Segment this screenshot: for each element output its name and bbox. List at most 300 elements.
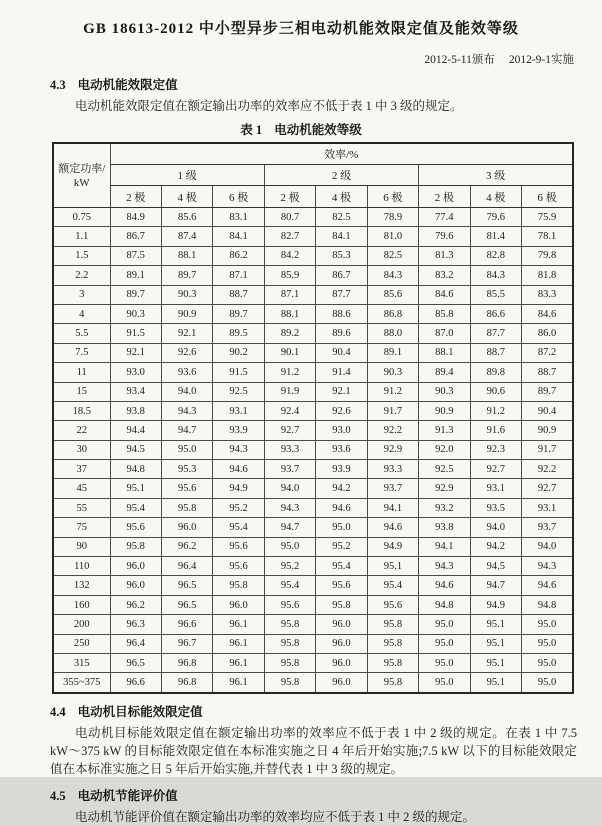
table-row	[53, 460, 573, 479]
efficiency-cell: 88.7	[470, 343, 521, 362]
efficiency-cell: 96.0	[110, 576, 161, 595]
efficiency-cell: 93.0	[110, 363, 161, 382]
efficiency-cell: 90.6	[470, 382, 521, 401]
power-cell: 3	[53, 285, 110, 304]
power-cell: 355~375	[53, 673, 110, 693]
table-caption	[0, 120, 602, 138]
efficiency-cell: 94.1	[367, 498, 418, 517]
efficiency-cell: 89.8	[470, 363, 521, 382]
table-row	[53, 595, 573, 614]
efficiency-cell: 84.3	[470, 266, 521, 285]
efficiency-cell: 94.6	[367, 518, 418, 537]
efficiency-cell: 89.7	[522, 382, 574, 401]
efficiency-cell: 87.5	[110, 246, 161, 265]
efficiency-cell: 82.5	[316, 208, 367, 227]
efficiency-cell: 91.5	[213, 363, 264, 382]
efficiency-cell: 94.9	[470, 595, 521, 614]
pole-header: 6 极	[522, 186, 574, 208]
efficiency-cell: 93.7	[264, 460, 315, 479]
efficiency-cell: 90.2	[213, 343, 264, 362]
efficiency-cell: 96.0	[110, 557, 161, 576]
efficiency-cell: 90.3	[367, 363, 418, 382]
efficiency-cell: 92.5	[213, 382, 264, 401]
efficiency-cell: 89.7	[213, 304, 264, 323]
efficiency-cell: 84.1	[213, 227, 264, 246]
efficiency-cell: 84.6	[522, 304, 574, 323]
efficiency-cell: 96.0	[316, 615, 367, 634]
table-row	[53, 518, 573, 537]
efficiency-cell: 85.9	[264, 266, 315, 285]
efficiency-cell: 93.9	[316, 460, 367, 479]
efficiency-cell: 96.2	[161, 537, 212, 556]
efficiency-cell: 84.3	[367, 266, 418, 285]
efficiency-cell: 96.2	[110, 595, 161, 614]
efficiency-cell: 95.0	[522, 615, 574, 634]
efficiency-cell: 89.1	[110, 266, 161, 285]
efficiency-cell: 88.1	[419, 343, 470, 362]
efficiency-cell: 94.8	[522, 595, 574, 614]
page-title: GB 18613-2012 中小型异步三相电动机能效限定值及能效等级	[83, 21, 519, 37]
efficiency-cell: 90.3	[161, 285, 212, 304]
table-header-row-poles	[53, 186, 573, 208]
efficiency-cell: 79.6	[470, 208, 521, 227]
efficiency-cell: 95.0	[522, 634, 574, 653]
efficiency-cell: 93.1	[470, 479, 521, 498]
power-cell: 250	[53, 634, 110, 653]
section-4-4-heading	[50, 702, 576, 720]
efficiency-cell: 94.0	[522, 537, 574, 556]
power-cell: 22	[53, 421, 110, 440]
efficiency-cell: 88.0	[367, 324, 418, 343]
efficiency-cell: 83.2	[419, 266, 470, 285]
power-cell: 37	[53, 460, 110, 479]
efficiency-cell: 94.3	[419, 557, 470, 576]
efficiency-cell: 95.4	[367, 576, 418, 595]
table-row	[53, 557, 573, 576]
efficiency-cell: 92.1	[316, 382, 367, 401]
efficiency-cell: 94.7	[161, 421, 212, 440]
efficiency-cell: 77.4	[419, 208, 470, 227]
efficiency-cell: 93.4	[110, 382, 161, 401]
efficiency-cell: 92.4	[264, 401, 315, 420]
efficiency-cell: 96.0	[161, 518, 212, 537]
efficiency-cell: 93.3	[264, 440, 315, 459]
efficiency-cell: 86.7	[110, 227, 161, 246]
efficiency-cell: 95.8	[367, 653, 418, 672]
efficiency-cell: 84.6	[419, 285, 470, 304]
power-cell: 110	[53, 557, 110, 576]
section-title: 电动机目标能效限定值	[77, 704, 203, 719]
efficiency-cell: 93.6	[316, 440, 367, 459]
efficiency-cell: 94.0	[470, 518, 521, 537]
efficiency-cell: 93.5	[470, 498, 521, 517]
efficiency-cell: 79.8	[522, 246, 574, 265]
power-header-unit: kW	[73, 176, 90, 189]
efficiency-cell: 95.0	[419, 673, 470, 693]
efficiency-cell: 95.8	[367, 673, 418, 693]
pole-header: 4 极	[161, 186, 212, 208]
efficiency-cell: 93.7	[522, 518, 574, 537]
efficiency-header: 效率/%	[110, 143, 573, 165]
efficiency-cell: 94.7	[264, 518, 315, 537]
efficiency-cell: 95.0	[419, 615, 470, 634]
efficiency-cell: 92.6	[161, 343, 212, 362]
table-row	[53, 266, 573, 285]
grade-header: 1 级	[110, 165, 264, 186]
efficiency-cell: 95.0	[419, 653, 470, 672]
efficiency-cell: 94.8	[110, 460, 161, 479]
grade-header: 2 级	[264, 165, 418, 186]
efficiency-cell: 91.9	[264, 382, 315, 401]
table-row	[53, 208, 573, 227]
efficiency-cell: 79.6	[419, 227, 470, 246]
efficiency-cell: 95.0	[522, 673, 574, 693]
efficiency-cell: 78.9	[367, 208, 418, 227]
efficiency-cell: 81.0	[367, 227, 418, 246]
efficiency-cell: 85.3	[316, 246, 367, 265]
efficiency-cell: 91.6	[470, 421, 521, 440]
power-cell: 2.2	[53, 266, 110, 285]
efficiency-cell: 92.6	[316, 401, 367, 420]
efficiency-cell: 86.8	[367, 304, 418, 323]
efficiency-cell: 89.7	[110, 285, 161, 304]
efficiency-cell: 91.3	[419, 421, 470, 440]
efficiency-cell: 95.8	[213, 576, 264, 595]
efficiency-cell: 95.1	[470, 653, 521, 672]
efficiency-cell: 95.4	[264, 576, 315, 595]
efficiency-cell: 94.6	[213, 460, 264, 479]
efficiency-cell: 89.1	[367, 343, 418, 362]
section-number: 4.5	[50, 788, 66, 803]
efficiency-cell: 94.3	[264, 498, 315, 517]
efficiency-cell: 96.5	[110, 653, 161, 672]
efficiency-cell: 94.3	[522, 557, 574, 576]
efficiency-cell: 95.8	[264, 653, 315, 672]
efficiency-cell: 96.0	[316, 673, 367, 693]
efficiency-cell: 91.2	[367, 382, 418, 401]
efficiency-cell: 95.1	[367, 557, 418, 576]
efficiency-cell: 94.1	[419, 537, 470, 556]
efficiency-cell: 92.0	[419, 440, 470, 459]
section-4-3-heading	[50, 75, 576, 93]
efficiency-cell: 96.1	[213, 653, 264, 672]
efficiency-cell: 93.1	[213, 401, 264, 420]
efficiency-cell: 95.1	[110, 479, 161, 498]
power-cell: 30	[53, 440, 110, 459]
efficiency-cell: 90.9	[522, 421, 574, 440]
efficiency-cell: 90.3	[110, 304, 161, 323]
efficiency-cell: 95.2	[316, 537, 367, 556]
efficiency-cell: 92.3	[470, 440, 521, 459]
efficiency-cell: 87.0	[419, 324, 470, 343]
efficiency-cell: 91.7	[367, 401, 418, 420]
efficiency-cell: 93.9	[213, 421, 264, 440]
efficiency-cell: 88.1	[264, 304, 315, 323]
table-row	[53, 285, 573, 304]
table-caption-title: 电动机能效等级	[274, 123, 362, 137]
efficiency-cell: 85.8	[419, 304, 470, 323]
pole-header: 2 极	[110, 186, 161, 208]
efficiency-cell: 81.4	[470, 227, 521, 246]
efficiency-cell: 83.1	[213, 208, 264, 227]
implement-date: 2012-9-1实施	[508, 54, 574, 66]
efficiency-cell: 95.4	[110, 498, 161, 517]
efficiency-table	[52, 142, 574, 694]
power-column-header	[53, 143, 110, 208]
power-cell: 200	[53, 615, 110, 634]
power-cell: 1.1	[53, 227, 110, 246]
section-4-3-body: 电动机能效限定值在额定输出功率的效率应不低于表 1 中 3 级的规定。	[75, 99, 463, 113]
efficiency-cell: 84.9	[110, 208, 161, 227]
efficiency-cell: 95.8	[110, 537, 161, 556]
power-cell: 45	[53, 479, 110, 498]
efficiency-cell: 84.1	[316, 227, 367, 246]
section-4-5-heading	[50, 786, 576, 804]
efficiency-cell: 95.0	[419, 634, 470, 653]
power-cell: 7.5	[53, 343, 110, 362]
efficiency-cell: 87.7	[316, 285, 367, 304]
efficiency-cell: 96.6	[110, 673, 161, 693]
efficiency-cell: 86.2	[213, 246, 264, 265]
efficiency-cell: 92.2	[367, 421, 418, 440]
efficiency-cell: 85.6	[367, 285, 418, 304]
efficiency-cell: 95.8	[316, 595, 367, 614]
issue-date: 2012-5-11颁布	[424, 54, 495, 66]
efficiency-cell: 95.1	[470, 615, 521, 634]
table-row	[53, 421, 573, 440]
table-caption-label: 表 1	[240, 123, 263, 137]
efficiency-cell: 95.6	[213, 557, 264, 576]
efficiency-cell: 95.8	[264, 673, 315, 693]
efficiency-cell: 92.5	[419, 460, 470, 479]
efficiency-cell: 80.7	[264, 208, 315, 227]
efficiency-cell: 91.5	[110, 324, 161, 343]
efficiency-cell: 92.7	[470, 460, 521, 479]
efficiency-cell: 94.2	[470, 537, 521, 556]
efficiency-cell: 93.8	[110, 401, 161, 420]
efficiency-cell: 96.0	[316, 634, 367, 653]
efficiency-cell: 90.4	[522, 401, 574, 420]
pole-header: 4 极	[316, 186, 367, 208]
power-cell: 90	[53, 537, 110, 556]
power-cell: 5.5	[53, 324, 110, 343]
efficiency-cell: 95.8	[161, 498, 212, 517]
table-row	[53, 382, 573, 401]
table-row	[53, 634, 573, 653]
efficiency-cell: 96.5	[161, 576, 212, 595]
table-row	[53, 401, 573, 420]
efficiency-cell: 82.8	[470, 246, 521, 265]
efficiency-cell: 92.7	[264, 421, 315, 440]
efficiency-cell: 83.3	[522, 285, 574, 304]
efficiency-cell: 96.6	[161, 615, 212, 634]
efficiency-cell: 88.1	[161, 246, 212, 265]
efficiency-cell: 91.2	[470, 401, 521, 420]
table-row	[53, 615, 573, 634]
efficiency-cell: 78.1	[522, 227, 574, 246]
efficiency-cell: 86.6	[470, 304, 521, 323]
section-title: 电动机节能评价值	[77, 788, 178, 803]
efficiency-cell: 92.9	[419, 479, 470, 498]
table-row	[53, 324, 573, 343]
efficiency-cell: 94.3	[161, 401, 212, 420]
efficiency-cell: 94.6	[522, 576, 574, 595]
efficiency-cell: 93.8	[419, 518, 470, 537]
efficiency-cell: 87.1	[264, 285, 315, 304]
efficiency-cell: 94.3	[213, 440, 264, 459]
table-row	[53, 576, 573, 595]
power-cell: 4	[53, 304, 110, 323]
efficiency-cell: 95.0	[264, 537, 315, 556]
efficiency-cell: 86.0	[522, 324, 574, 343]
power-cell: 18.5	[53, 401, 110, 420]
efficiency-cell: 91.7	[522, 440, 574, 459]
efficiency-cell: 93.1	[522, 498, 574, 517]
efficiency-cell: 94.5	[470, 557, 521, 576]
efficiency-cell: 81.8	[522, 266, 574, 285]
efficiency-cell: 89.6	[316, 324, 367, 343]
power-cell: 75	[53, 518, 110, 537]
table-row	[53, 227, 573, 246]
efficiency-cell: 96.7	[161, 634, 212, 653]
efficiency-cell: 95.6	[367, 595, 418, 614]
pole-header: 6 极	[213, 186, 264, 208]
power-cell: 11	[53, 363, 110, 382]
efficiency-cell: 92.1	[161, 324, 212, 343]
efficiency-cell: 89.4	[419, 363, 470, 382]
table-header-row-1	[53, 143, 573, 165]
power-cell: 0.75	[53, 208, 110, 227]
efficiency-cell: 95.8	[264, 634, 315, 653]
pole-header: 4 极	[470, 186, 521, 208]
efficiency-cell: 92.2	[522, 460, 574, 479]
efficiency-cell: 94.5	[110, 440, 161, 459]
table-row	[53, 537, 573, 556]
efficiency-cell: 96.1	[213, 673, 264, 693]
efficiency-cell: 94.6	[316, 498, 367, 517]
section-number: 4.3	[50, 78, 66, 92]
efficiency-cell: 90.9	[419, 401, 470, 420]
pole-header: 6 极	[367, 186, 418, 208]
efficiency-cell: 95.1	[470, 634, 521, 653]
efficiency-cell: 87.1	[213, 266, 264, 285]
efficiency-cell: 95.6	[316, 576, 367, 595]
efficiency-cell: 95.3	[161, 460, 212, 479]
table-row	[53, 246, 573, 265]
efficiency-cell: 82.5	[367, 246, 418, 265]
efficiency-cell: 96.0	[213, 595, 264, 614]
efficiency-cell: 94.4	[110, 421, 161, 440]
pole-header: 2 极	[419, 186, 470, 208]
efficiency-cell: 94.9	[367, 537, 418, 556]
efficiency-cell: 89.7	[161, 266, 212, 285]
table-row	[53, 440, 573, 459]
efficiency-cell: 96.0	[316, 653, 367, 672]
efficiency-cell: 96.1	[213, 615, 264, 634]
efficiency-cell: 95.0	[316, 518, 367, 537]
efficiency-cell: 93.7	[367, 479, 418, 498]
efficiency-cell: 90.4	[316, 343, 367, 362]
efficiency-cell: 95.6	[213, 537, 264, 556]
efficiency-cell: 95.6	[161, 479, 212, 498]
power-cell: 160	[53, 595, 110, 614]
efficiency-cell: 96.4	[110, 634, 161, 653]
efficiency-cell: 96.8	[161, 673, 212, 693]
efficiency-cell: 95.4	[213, 518, 264, 537]
efficiency-cell: 94.9	[213, 479, 264, 498]
section-number: 4.4	[50, 704, 66, 719]
efficiency-cell: 94.0	[161, 382, 212, 401]
efficiency-cell: 87.2	[522, 343, 574, 362]
efficiency-cell: 95.4	[316, 557, 367, 576]
pole-header: 2 极	[264, 186, 315, 208]
efficiency-cell: 95.2	[264, 557, 315, 576]
efficiency-cell: 88.7	[522, 363, 574, 382]
efficiency-cell: 86.7	[316, 266, 367, 285]
section-4-5-body: 电动机节能评价值在额定输出功率的效率均应不低于表 1 中 2 级的规定。	[75, 809, 476, 824]
efficiency-cell: 87.7	[470, 324, 521, 343]
efficiency-cell: 95.8	[264, 615, 315, 634]
efficiency-cell: 96.1	[213, 634, 264, 653]
power-header-text: 额定功率/	[58, 162, 106, 175]
efficiency-cell: 95.1	[470, 673, 521, 693]
efficiency-cell: 96.4	[161, 557, 212, 576]
efficiency-cell: 94.8	[419, 595, 470, 614]
efficiency-cell: 88.7	[213, 285, 264, 304]
efficiency-cell: 94.2	[316, 479, 367, 498]
efficiency-cell: 75.9	[522, 208, 574, 227]
power-cell: 15	[53, 382, 110, 401]
table-row	[53, 653, 573, 672]
efficiency-cell: 92.9	[367, 440, 418, 459]
efficiency-cell: 92.7	[522, 479, 574, 498]
power-cell: 1.5	[53, 246, 110, 265]
efficiency-cell: 89.5	[213, 324, 264, 343]
efficiency-cell: 93.3	[367, 460, 418, 479]
efficiency-cell: 84.2	[264, 246, 315, 265]
efficiency-cell: 90.1	[264, 343, 315, 362]
efficiency-cell: 96.5	[161, 595, 212, 614]
table-row	[53, 479, 573, 498]
efficiency-cell: 91.2	[264, 363, 315, 382]
efficiency-cell: 90.3	[419, 382, 470, 401]
table-row	[53, 673, 573, 693]
table-row	[53, 363, 573, 382]
efficiency-cell: 94.7	[470, 576, 521, 595]
efficiency-cell: 85.5	[470, 285, 521, 304]
efficiency-cell: 95.8	[367, 615, 418, 634]
efficiency-cell: 87.4	[161, 227, 212, 246]
power-cell: 132	[53, 576, 110, 595]
efficiency-cell: 95.0	[522, 653, 574, 672]
efficiency-cell: 85.6	[161, 208, 212, 227]
section-4-4-body: 电动机目标能效限定值在额定输出功率的效率应不低于表 1 中 2 级的规定。在表 1 中 7.5 kW～375 kW 的目标能效限定值在本标准实施之日 4 年后开始实施;7.5 kW 以下的目标能效限定值在本标准实施之日 5 年后开始实施,并替代表 1 中 3 级的规定。	[50, 725, 577, 776]
efficiency-cell: 81.3	[419, 246, 470, 265]
efficiency-cell: 88.6	[316, 304, 367, 323]
section-title: 电动机能效限定值	[77, 78, 178, 92]
table-row	[53, 343, 573, 362]
efficiency-cell: 93.2	[419, 498, 470, 517]
efficiency-cell: 92.1	[110, 343, 161, 362]
table-header-row-grades	[53, 165, 573, 186]
power-cell: 55	[53, 498, 110, 517]
efficiency-cell: 93.6	[161, 363, 212, 382]
efficiency-cell: 93.0	[316, 421, 367, 440]
efficiency-cell: 94.0	[264, 479, 315, 498]
efficiency-cell: 95.2	[213, 498, 264, 517]
table-row	[53, 498, 573, 517]
efficiency-cell: 95.6	[264, 595, 315, 614]
